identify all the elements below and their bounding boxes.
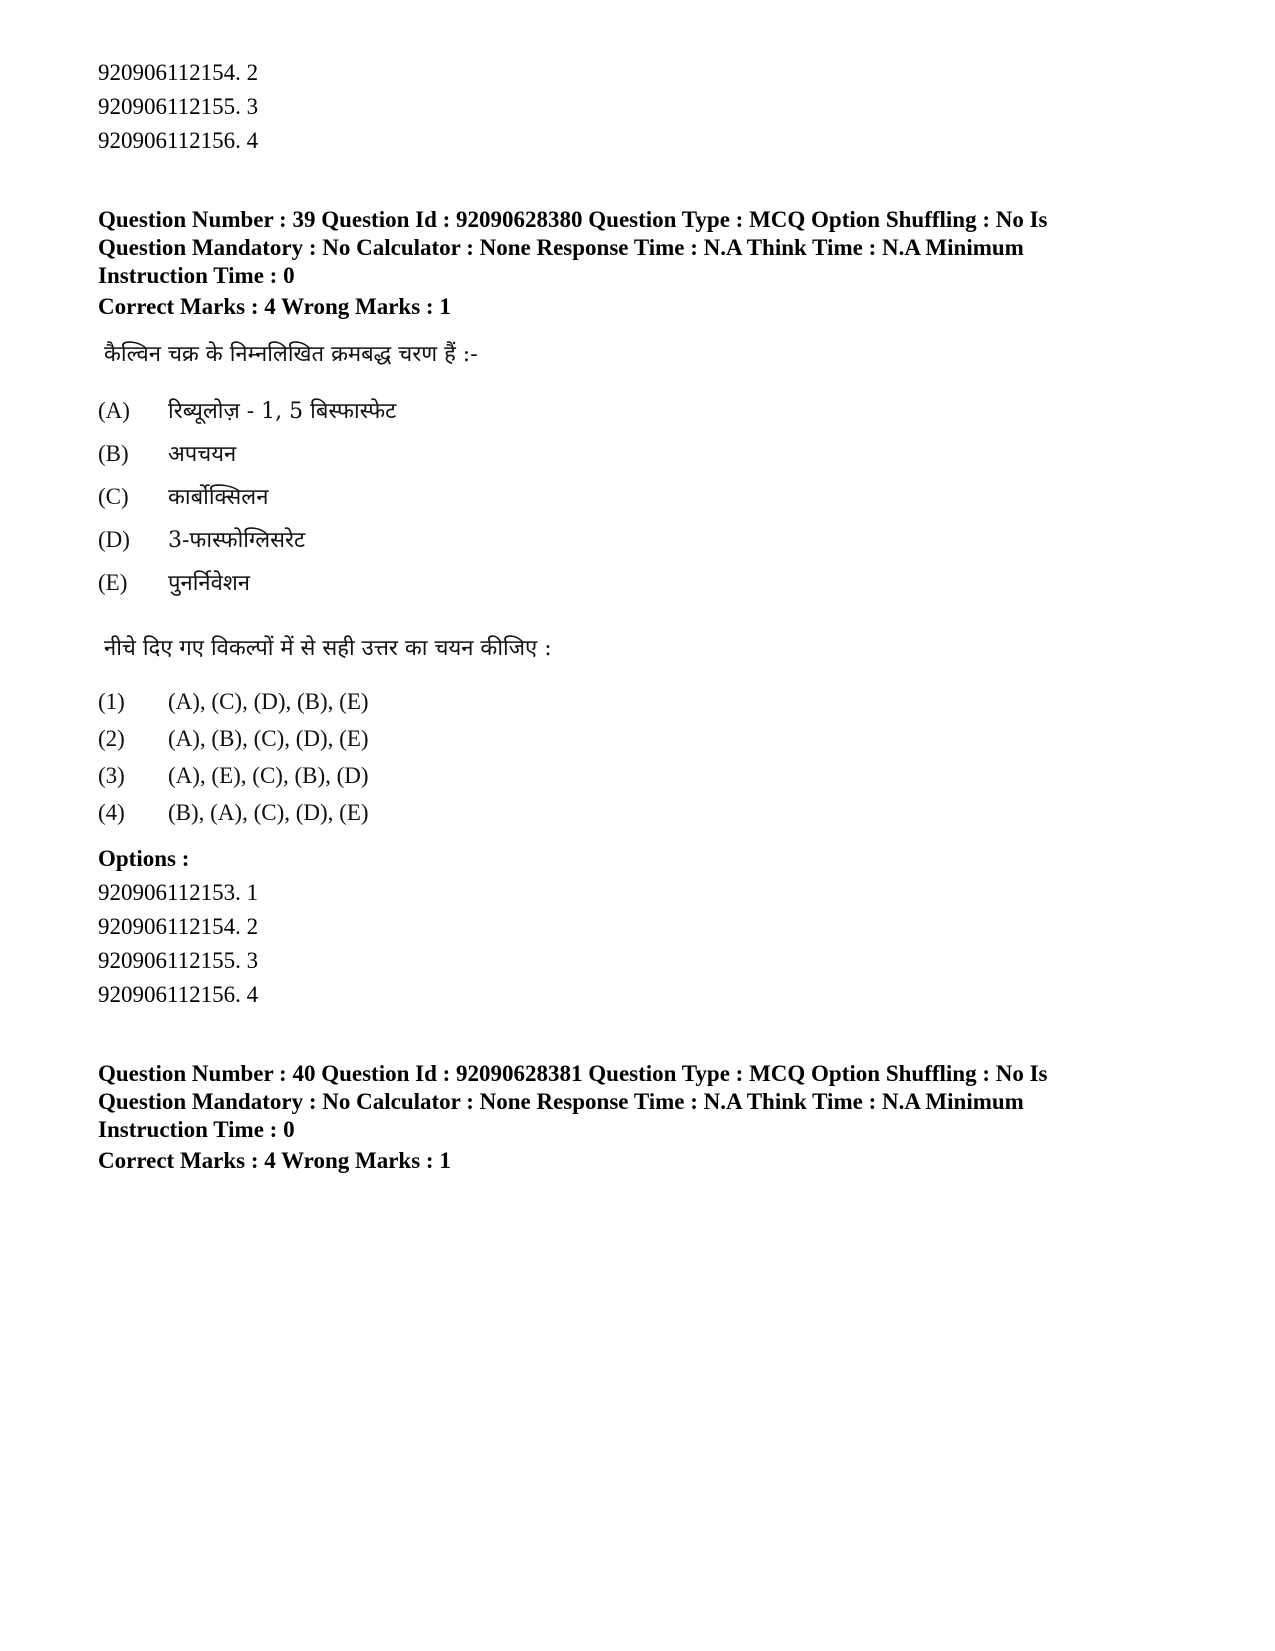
choice-label: (3)	[98, 763, 125, 788]
statement-label: (D)	[98, 527, 130, 552]
instruction-text: नीचे दिए गए विकल्पों में से सही उत्तर का चयन कीजिए :	[104, 636, 552, 661]
question-meta-line: Instruction Time : 0	[98, 1117, 295, 1142]
question-meta-line: Question Number : 39 Question Id : 92090628380 Question Type : MCQ Option Shuffling : No Is	[98, 207, 1048, 232]
statement-label: (C)	[98, 484, 129, 509]
question-meta-line: Question Mandatory : No Calculator : None Response Time : N.A Think Time : N.A Minimum	[98, 235, 1024, 260]
statement-text: रिब्यूलोज़ - 1, 5 बिस्फास्फेट	[168, 399, 397, 424]
marks-line: Correct Marks : 4 Wrong Marks : 1	[98, 1148, 451, 1173]
statement-label: (A)	[98, 398, 130, 423]
choice-label: (2)	[98, 726, 125, 751]
statement-label: (B)	[98, 441, 129, 466]
option-id-line: 920906112155. 3	[98, 948, 259, 973]
statement-item	[98, 396, 396, 427]
statement-label: (E)	[98, 570, 128, 595]
options-heading: Options :	[98, 846, 190, 871]
choice-text: (A), (E), (C), (B), (D)	[168, 763, 369, 788]
question-header	[98, 206, 1178, 290]
choice-item	[98, 687, 369, 718]
choice-text: (A), (C), (D), (B), (E)	[168, 689, 369, 714]
question-body	[98, 330, 798, 830]
question-header	[98, 1060, 1178, 1144]
option-id-line: 920906112156. 4	[98, 982, 259, 1007]
statement-item	[98, 568, 250, 599]
choice-text: (A), (B), (C), (D), (E)	[168, 726, 369, 751]
choice-item	[98, 798, 369, 829]
choice-text: (B), (A), (C), (D), (E)	[168, 800, 369, 825]
option-id-line: 920906112154. 2	[98, 914, 259, 939]
question-stem: कैल्विन चक्र के निम्नलिखित क्रमबद्ध चरण हैं :-	[104, 342, 478, 367]
statement-item	[98, 439, 236, 470]
statement-item	[98, 482, 268, 513]
choice-label: (4)	[98, 800, 125, 825]
statement-text: अपचयन	[168, 442, 237, 467]
option-id-line: 920906112155. 3	[98, 94, 259, 119]
choice-label: (1)	[98, 689, 125, 714]
choice-item	[98, 761, 369, 792]
statement-item	[98, 525, 305, 556]
option-id-line: 920906112156. 4	[98, 128, 259, 153]
statement-text: पुनर्निवेशन	[168, 571, 251, 596]
option-id-line: 920906112154. 2	[98, 60, 259, 85]
question-meta-line: Instruction Time : 0	[98, 263, 295, 288]
statement-text: कार्बोक्सिलन	[168, 485, 269, 510]
question-meta-line: Question Number : 40 Question Id : 92090628381 Question Type : MCQ Option Shuffling : No Is	[98, 1061, 1048, 1086]
choice-item	[98, 724, 369, 755]
question-meta-line: Question Mandatory : No Calculator : None Response Time : N.A Think Time : N.A Minimum	[98, 1089, 1024, 1114]
option-id-line: 920906112153. 1	[98, 880, 259, 905]
marks-line: Correct Marks : 4 Wrong Marks : 1	[98, 294, 451, 319]
statement-text: 3-फास्फोग्लिसरेट	[168, 528, 306, 553]
